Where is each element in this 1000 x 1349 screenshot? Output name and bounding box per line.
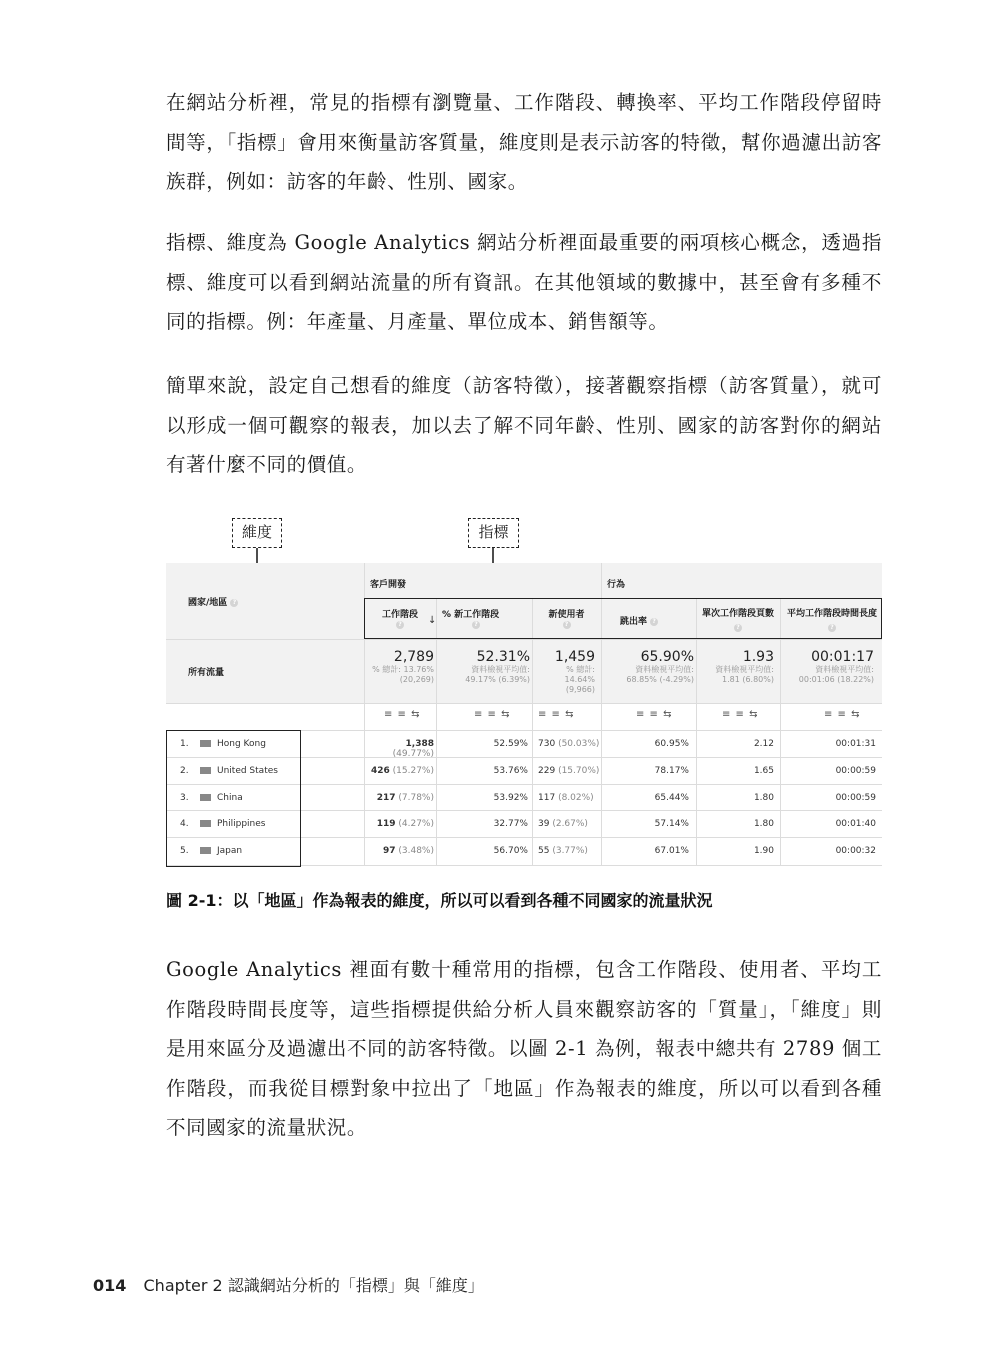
bounce-rate-cell	[601, 739, 689, 749]
pages-value: 1.65	[753, 766, 774, 776]
sessions-pct: (3.48%)	[398, 846, 434, 856]
total-sub: 00:01:06 (18.22%)	[798, 675, 874, 684]
total-sub: 資料檢視平均值:	[815, 665, 874, 674]
group-acquisition: 客戶開發	[370, 580, 407, 590]
new-users-value: 117	[538, 793, 556, 803]
total-sub: 14.64%	[564, 675, 595, 684]
help-icon[interactable]: ?	[472, 621, 480, 629]
total-sub: % 總計:	[566, 665, 595, 674]
new-users-value: 55	[538, 846, 550, 856]
bounce-rate-value: 78.17%	[654, 766, 689, 776]
column-chart-toggle[interactable]: ≡ ≡ ⇆	[636, 709, 673, 720]
sessions-value: 426	[370, 766, 390, 776]
duration-value: 00:01:40	[835, 819, 876, 829]
analytics-report-table	[166, 563, 882, 866]
column-label: 平均工作階段時間長度	[786, 609, 877, 619]
column-label: 跳出率	[620, 617, 648, 627]
column-chart-toggle[interactable]: ≡ ≡ ⇆	[722, 709, 759, 720]
new-users-pct: (2.67%)	[552, 819, 588, 829]
pages-cell	[696, 739, 774, 749]
paragraph-3: 簡單來說，設定自己想看的維度（訪客特徵），接著觀察指標（訪客質量），就可以形成一個可觀察的報表，加以去了解不同年齡、性別、國家的訪客對你的網站有著什麼不同的價值。	[166, 374, 882, 476]
help-icon[interactable]: ?	[650, 618, 658, 626]
new-users-pct: (15.70%)	[558, 766, 600, 776]
bounce-rate-cell	[601, 819, 689, 829]
pages-value: 1.80	[753, 819, 774, 829]
new-sessions-value: 53.92%	[493, 793, 528, 803]
sessions-value: 217	[376, 793, 396, 803]
total-value: 52.31%	[476, 649, 530, 665]
metric-callout: 指標	[468, 518, 519, 548]
column-chart-toggle[interactable]: ≡ ≡ ⇆	[538, 709, 575, 720]
sessions-value: 97	[382, 846, 396, 856]
total-sub: 68.85% (-4.29%)	[626, 675, 694, 684]
new-sessions-value: 53.76%	[493, 766, 528, 776]
duration-value: 00:00:59	[835, 766, 876, 776]
country-name[interactable]: Hong Kong	[217, 739, 266, 749]
new-sessions-value: 52.59%	[493, 739, 528, 749]
sessions-cell	[364, 766, 434, 776]
pages-value: 1.80	[753, 793, 774, 803]
total-value: 1,459	[554, 649, 595, 665]
chapter-title: Chapter 2 認識網站分析的「指標」與「維度」	[143, 1276, 484, 1295]
country-name[interactable]: United States	[217, 766, 278, 776]
sessions-pct: (49.77%)	[392, 749, 434, 759]
sessions-cell	[364, 793, 434, 803]
new-sessions-cell	[436, 739, 528, 749]
help-icon[interactable]: ?	[734, 624, 742, 632]
total-sub: 資料檢視平均值:	[471, 665, 530, 674]
row-rank: 1.	[180, 739, 189, 749]
duration-value: 00:00:32	[835, 846, 876, 856]
dimension-header-label: 國家/地區	[188, 598, 228, 608]
help-icon[interactable]: ?	[563, 621, 571, 629]
pages-cell	[696, 766, 774, 776]
sessions-value: 119	[376, 819, 396, 829]
new-users-cell	[538, 739, 600, 749]
duration-value: 00:00:59	[835, 793, 876, 803]
row-rank: 3.	[180, 793, 189, 803]
sessions-cell	[364, 739, 434, 759]
total-sessions	[364, 649, 434, 685]
country-name[interactable]: China	[217, 793, 243, 803]
paragraph-4: Google Analytics 裡面有數十種常用的指標，包含工作階段、使用者、平均工作階段時間長度等，這些指標提供給分析人員來觀察訪客的「質量」，「維度」則是用來區分及過濾出不同的訪客特徵。以圖 2-1 為例，報表中總共有 2789 個工作階段，而我從目標對象中拉出了「地區」作為報表的維度，所以可以看到各種不同國家的流量狀況。	[166, 958, 882, 1139]
sessions-pct: (7.78%)	[398, 793, 434, 803]
total-label: 所有流量	[188, 668, 225, 678]
total-value: 00:01:17	[811, 649, 874, 665]
total-sub: 資料檢視平均值:	[635, 665, 694, 674]
pages-cell	[696, 819, 774, 829]
total-value: 65.90%	[640, 649, 694, 665]
total-value: 2,789	[393, 649, 434, 665]
row-rank: 5.	[180, 846, 189, 856]
sessions-pct: (4.27%)	[398, 819, 434, 829]
sessions-cell	[364, 819, 434, 829]
column-label: 工作階段	[381, 610, 418, 620]
new-sessions-cell	[436, 766, 528, 776]
dimension-header[interactable]	[188, 595, 238, 608]
column-label: % 新工作階段	[442, 610, 500, 620]
country-name[interactable]: Japan	[217, 846, 243, 856]
bounce-rate-cell	[601, 793, 689, 803]
column-label: 新使用者	[548, 610, 585, 620]
dimension-highlight-box	[166, 730, 301, 867]
total-sub: 49.17% (6.39%)	[465, 675, 530, 684]
new-sessions-cell	[436, 819, 528, 829]
total-new-sessions	[436, 649, 530, 685]
total-sub: (9,966)	[565, 685, 595, 694]
new-users-cell	[538, 819, 600, 829]
total-sub: (20,269)	[399, 675, 434, 684]
help-icon[interactable]: ?	[828, 624, 836, 632]
new-users-cell	[538, 846, 600, 856]
bounce-rate-value: 60.95%	[654, 739, 689, 749]
column-chart-toggle[interactable]: ≡ ≡ ⇆	[474, 709, 511, 720]
help-icon[interactable]: ?	[396, 621, 404, 629]
total-pages-per-session	[696, 649, 774, 685]
column-chart-toggle[interactable]: ≡ ≡ ⇆	[384, 709, 421, 720]
pages-cell	[696, 793, 774, 803]
page-footer	[93, 1273, 484, 1296]
new-sessions-value: 56.70%	[493, 846, 528, 856]
help-icon[interactable]: ?	[230, 599, 238, 607]
sessions-cell	[364, 846, 434, 856]
duration-value: 00:01:31	[835, 739, 876, 749]
column-label: 單次工作階段頁數	[702, 609, 775, 619]
new-sessions-value: 32.77%	[493, 819, 528, 829]
new-users-cell	[538, 793, 600, 803]
new-users-value: 730	[538, 739, 556, 749]
pages-value: 2.12	[753, 739, 774, 749]
dimension-callout: 維度	[232, 518, 282, 548]
column-chart-toggle[interactable]: ≡ ≡ ⇆	[824, 709, 861, 720]
new-users-pct: (50.03%)	[558, 739, 600, 749]
paragraph-1: 在網站分析裡，常見的指標有瀏覽量、工作階段、轉換率、平均工作階段停留時間等，「指標」會用來衡量訪客質量，維度則是表示訪客的特徵，幫你過濾出訪客族群，例如：訪客的年齡、性別、國家。	[166, 91, 882, 193]
bounce-rate-value: 57.14%	[654, 819, 689, 829]
duration-cell	[780, 793, 876, 803]
figure-caption: 圖 2-1：以「地區」作為報表的維度，所以可以看到各種不同國家的流量狀況	[166, 891, 713, 910]
row-rank: 2.	[180, 766, 189, 776]
new-users-cell	[538, 766, 600, 776]
sessions-value: 1,388	[405, 739, 434, 749]
metric-highlight-box	[364, 598, 882, 639]
page-number: 014	[93, 1276, 127, 1295]
bounce-rate-value: 67.01%	[654, 846, 689, 856]
paragraph-2: 指標、維度為 Google Analytics 網站分析裡面最重要的兩項核心概念，透過指標、維度可以看到網站流量的所有資訊。在其他領域的數據中，甚至會有多種不同的指標。例：年產量、月產量、單位成本、銷售額等。	[166, 231, 882, 333]
duration-cell	[780, 766, 876, 776]
new-users-pct: (3.77%)	[552, 846, 588, 856]
bounce-rate-value: 65.44%	[654, 793, 689, 803]
total-sub: 資料檢視平均值:	[715, 665, 774, 674]
sessions-pct: (15.27%)	[392, 766, 434, 776]
total-sub: % 總計: 13.76%	[372, 665, 434, 674]
bounce-rate-cell	[601, 846, 689, 856]
total-new-users	[532, 649, 595, 695]
sort-desc-icon[interactable]: ↓	[428, 615, 437, 626]
bounce-rate-cell	[601, 766, 689, 776]
new-sessions-cell	[436, 846, 528, 856]
new-users-pct: (8.02%)	[558, 793, 594, 803]
new-users-value: 229	[538, 766, 556, 776]
total-avg-duration	[780, 649, 874, 685]
pages-value: 1.90	[753, 846, 774, 856]
duration-cell	[780, 846, 876, 856]
pages-cell	[696, 846, 774, 856]
total-bounce-rate	[601, 649, 694, 685]
new-users-value: 39	[538, 819, 550, 829]
country-name[interactable]: Philippines	[217, 819, 266, 829]
row-rank: 4.	[180, 819, 189, 829]
total-sub: 1.81 (6.80%)	[721, 675, 774, 684]
duration-cell	[780, 819, 876, 829]
new-sessions-cell	[436, 793, 528, 803]
duration-cell	[780, 739, 876, 749]
total-value: 1.93	[742, 649, 774, 665]
group-behavior: 行為	[607, 580, 626, 590]
